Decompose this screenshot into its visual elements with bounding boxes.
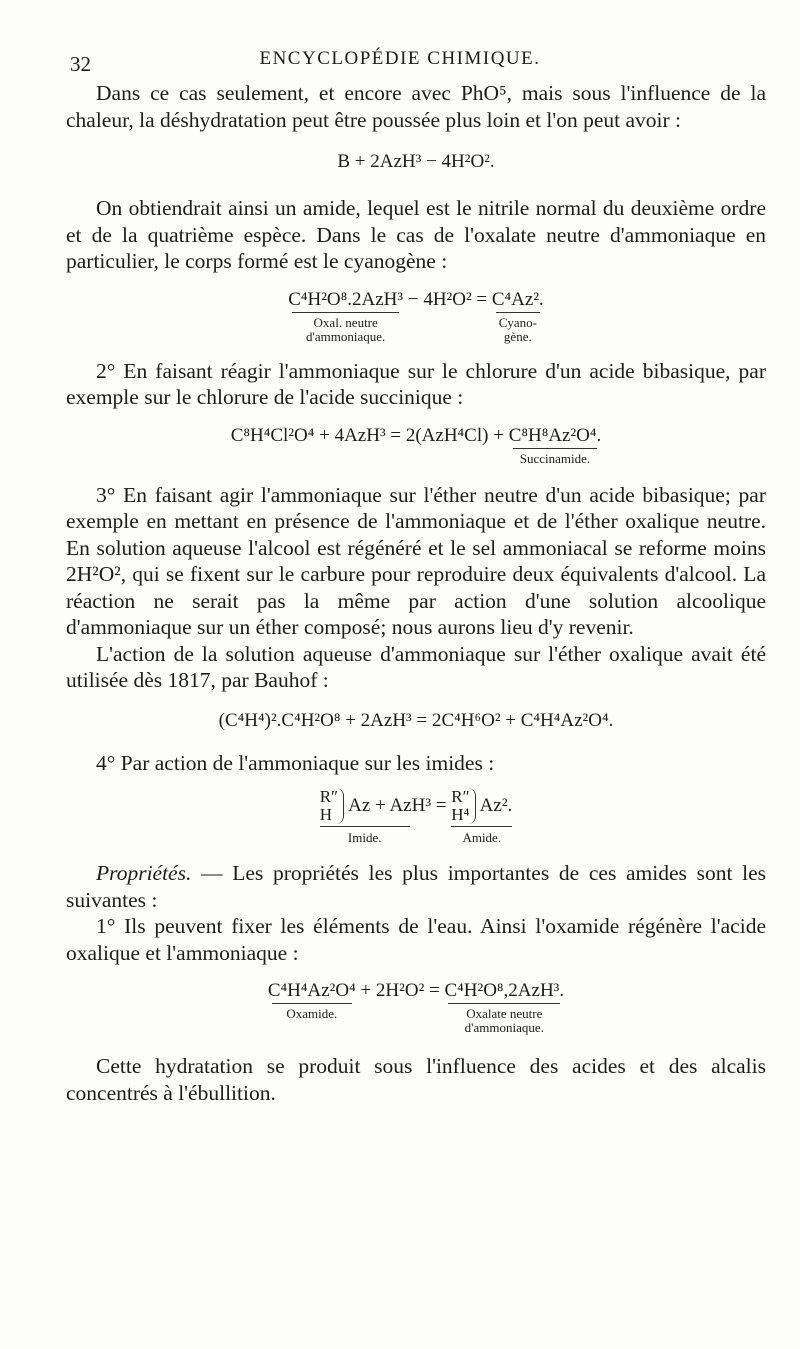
paragraph-3: 2° En faisant réagir l'ammoniaque sur le chlorure d'un acide bibasique, par exemple sur le chlorure de l'acide succinique : (66, 358, 766, 409)
eq5-right-top: R″ (451, 787, 470, 806)
eq2-right-label-2: gène. (503, 328, 532, 344)
paragraph-2: On obtiendrait ainsi un amide, lequel est le nitrile normal du deuxième ordre et de la quatrième espèce. Dans le cas de l'oxalate neutre d'ammoniaque en particulier, le corps formé est le cyanogène : (66, 196, 766, 273)
eq2-right-label-1: Cyano- (498, 314, 537, 330)
eq5-amide-group (451, 788, 512, 846)
eq5-right-bottom: H⁴ (451, 805, 470, 824)
paragraph-4: 3° En faisant agir l'ammoniaque sur l'éther neutre d'un acide bibasique; par exemple en mettant en présence de l'ammoniaque et de l'éther oxalique neutre. En solution aqueuse l'alcool est régénéré et le sel ammoniacal se reforme moins 2H²O², qui se fixent sur le carbure pour reproduire deux équivalents d'alcool. La réaction ne serait pas la même par action d'une solution alcoolique d'ammoniaque sur un éther composé; nous aurons lieu d'y revenir. (66, 482, 766, 639)
eq3-right-formula: C⁸H⁸Az²O⁴. (508, 424, 602, 446)
eq2-right-term (492, 289, 544, 344)
eq3-left: C⁸H⁴Cl²O⁴ + 4AzH³ = 2(AzH⁴Cl) + (230, 424, 509, 446)
eq5-left-bottom: H (319, 805, 332, 824)
eq5-left-brace (320, 788, 344, 824)
paragraph-5: L'action de la solution aqueuse d'ammoniaque sur l'éther oxalique avait été utilisée dès 1817, par Bauhof : (66, 641, 766, 692)
section-title-proprietes: Propriétés. (96, 861, 192, 885)
eq5-right-brace (451, 788, 475, 824)
eq5-left-top: R″ (319, 787, 339, 806)
equation-2 (66, 289, 766, 344)
eq6-middle: + 2H²O² = (355, 980, 445, 1001)
eq3-right-term (509, 425, 602, 466)
eq2-left-label-2: d'ammoniaque. (306, 328, 386, 344)
eq6-right-label-1: Oxalate neutre (466, 1006, 543, 1021)
eq6-left-label: Oxamide. (272, 1003, 352, 1021)
eq6-left-formula: C⁴H⁴Az²O⁴ (267, 980, 356, 1001)
eq2-right-formula: C⁴Az². (491, 288, 544, 310)
equation-4: (C⁴H⁴)².C⁴H²O⁸ + 2AzH³ = 2C⁴H⁶O² + C⁴H⁴Az²O⁴. (218, 709, 614, 731)
eq2-left-label (292, 312, 399, 344)
paragraph-7-text: — Les propriétés les plus importantes de ces amides sont les suivantes : (66, 861, 766, 912)
paragraph-6: 4° Par action de l'ammoniaque sur les imides : (96, 750, 495, 775)
paragraph-1: Dans ce cas seulement, et encore avec PhO⁵, mais sous l'influence de la chaleur, la déshydratation peut être poussée plus loin et l'on peut avoir : (66, 81, 766, 132)
equation-5 (66, 788, 766, 846)
eq3-right-label: Succinamide. (513, 448, 598, 466)
eq5-left-tail: Az + AzH³ = (348, 795, 452, 816)
eq6-right-label (448, 1003, 560, 1035)
running-title: ENCYCLOPÉDIE CHIMIQUE. (259, 48, 541, 69)
eq5-imide-group (320, 788, 452, 846)
eq6-right-formula: C⁴H²O⁸,2AzH³. (444, 980, 565, 1001)
eq2-left-label-1: Oxal. neutre (313, 314, 378, 330)
eq2-right-label (496, 312, 540, 344)
paragraph-7 (66, 860, 766, 913)
page-number: 32 (70, 52, 91, 76)
eq6-right-label-2: d'ammoniaque. (464, 1020, 544, 1035)
paragraph-9: Cette hydratation se produit sous l'influence des acides et des alcalis concentrés à l'ébullition. (66, 1054, 766, 1105)
eq5-right-tail: Az². (479, 795, 513, 816)
eq6-left-term (268, 980, 356, 1021)
equation-1: B + 2AzH³ − 4H²O². (337, 151, 495, 172)
eq5-left-label: Imide. (320, 826, 410, 846)
eq2-middle: − 4H²O² = (403, 288, 492, 310)
eq5-right-label: Amide. (451, 826, 512, 846)
eq6-right-term (444, 980, 564, 1035)
equation-3 (66, 425, 766, 466)
eq2-left-term (288, 289, 403, 344)
page-body (66, 80, 766, 1106)
equation-6 (66, 980, 766, 1035)
eq2-left-formula: C⁴H²O⁸.2AzH³ (288, 288, 404, 310)
paragraph-8: 1° Ils peuvent fixer les éléments de l'eau. Ainsi l'oxamide régénère l'acide oxalique et l'ammoniaque : (66, 914, 766, 965)
